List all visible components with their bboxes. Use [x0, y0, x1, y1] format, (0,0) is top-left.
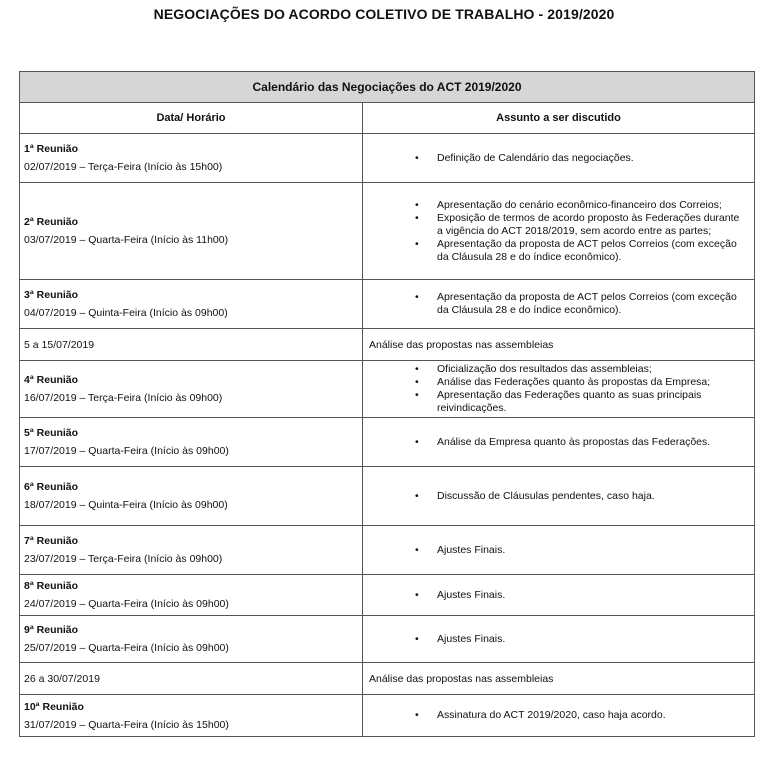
- meeting-datetime: 24/07/2019 – Quarta-Feira (Início às 09h00): [24, 598, 229, 610]
- page-title: NEGOCIAÇÕES DO ACORDO COLETIVO DE TRABALHO - 2019/2020: [153, 6, 615, 22]
- table-row: [20, 695, 755, 737]
- topic-item: • Ajustes Finais.: [421, 589, 748, 602]
- topic-item: • Oficialização dos resultados das assembleias;: [421, 363, 748, 376]
- topic-list: [369, 199, 748, 264]
- table-row: [20, 526, 755, 575]
- meeting-datetime: 17/07/2019 – Quarta-Feira (Início às 09h00): [24, 445, 229, 457]
- topic-item: • Definição de Calendário das negociações.: [421, 152, 748, 165]
- topic-list: [369, 709, 748, 722]
- topic-list: [369, 490, 748, 503]
- meeting-datetime: 26 a 30/07/2019: [24, 672, 100, 685]
- meeting-datetime: 25/07/2019 – Quarta-Feira (Início às 09h00): [24, 642, 229, 654]
- date-cell: [20, 695, 363, 737]
- subject-cell: [363, 526, 755, 575]
- subject-text: Análise das propostas nas assembleias: [369, 672, 554, 685]
- meeting-datetime: 5 a 15/07/2019: [24, 338, 95, 351]
- meeting-datetime: 31/07/2019 – Quarta-Feira (Início às 15h00): [24, 718, 229, 731]
- column-header-subject: Assunto a ser discutido: [363, 103, 755, 134]
- meeting-label: 8ª Reunião: [24, 580, 79, 592]
- subject-cell: [363, 616, 755, 663]
- date-cell: [20, 526, 363, 575]
- date-cell: [20, 280, 363, 329]
- date-cell: [20, 616, 363, 663]
- table-caption-row: [20, 72, 755, 103]
- date-cell: [20, 361, 363, 418]
- subject-cell: [363, 663, 755, 695]
- topic-item: • Exposição de termos de acordo proposto às Federações durante a vigência do ACT 2018/2019, sem acordo entre as partes;: [421, 212, 748, 238]
- table-caption: Calendário das Negociações do ACT 2019/2020: [20, 72, 755, 103]
- topic-list: [369, 436, 748, 449]
- date-cell: [20, 467, 363, 526]
- meeting-label: 9ª Reunião: [24, 624, 79, 636]
- topic-list: [369, 633, 748, 646]
- topic-item: • Análise das Federações quanto às propostas da Empresa;: [421, 376, 748, 389]
- topic-item: • Apresentação da proposta de ACT pelos Correios (com exceção da Cláusula 28 e do índice econômico).: [421, 291, 748, 317]
- meeting-label: 7ª Reunião: [24, 535, 79, 547]
- subject-cell: [363, 280, 755, 329]
- topic-item: • Assinatura do ACT 2019/2020, caso haja acordo.: [421, 709, 748, 722]
- date-cell: [20, 183, 363, 280]
- meeting-label: 3ª Reunião: [24, 289, 79, 301]
- subject-cell: [363, 418, 755, 467]
- topic-item: • Apresentação das Federações quanto as suas principais reivindicações.: [421, 389, 748, 415]
- subject-cell: [363, 575, 755, 616]
- meeting-label: 4ª Reunião: [24, 374, 79, 386]
- topic-item: • Apresentação do cenário econômico-financeiro dos Correios;: [421, 199, 748, 212]
- meeting-datetime: 02/07/2019 – Terça-Feira (Início às 15h00): [24, 161, 223, 173]
- subject-text: Análise das propostas nas assembleias: [369, 338, 554, 351]
- meeting-datetime: 03/07/2019 – Quarta-Feira (Início às 11h00): [24, 234, 229, 246]
- topic-item: • Análise da Empresa quanto às propostas das Federações.: [421, 436, 748, 449]
- table-row: [20, 361, 755, 418]
- meeting-label: 2ª Reunião: [24, 216, 79, 228]
- topic-list: [369, 152, 748, 165]
- topic-item: • Discussão de Cláusulas pendentes, caso haja.: [421, 490, 748, 503]
- date-cell: [20, 663, 363, 695]
- table-row: [20, 418, 755, 467]
- subject-cell: [363, 361, 755, 418]
- meeting-datetime: 04/07/2019 – Quinta-Feira (Início às 09h00): [24, 307, 228, 319]
- topic-item: • Apresentação da proposta de ACT pelos Correios (com exceção da Cláusula 28 e do índice econômico).: [421, 238, 748, 264]
- table-row: [20, 134, 755, 183]
- table-row: [20, 467, 755, 526]
- topic-list: [369, 544, 748, 557]
- topic-item: • Ajustes Finais.: [421, 633, 748, 646]
- subject-cell: [363, 329, 755, 361]
- subject-cell: [363, 467, 755, 526]
- date-cell: [20, 329, 363, 361]
- topic-list: [369, 363, 748, 415]
- subject-cell: [363, 134, 755, 183]
- table-row: [20, 616, 755, 663]
- column-header-date: Data/ Horário: [20, 103, 363, 134]
- table-row: [20, 280, 755, 329]
- meeting-datetime: 23/07/2019 – Terça-Feira (Início às 09h00): [24, 553, 223, 565]
- subject-cell: [363, 183, 755, 280]
- topic-item: • Ajustes Finais.: [421, 544, 748, 557]
- table-row: [20, 575, 755, 616]
- meeting-label: 6ª Reunião: [24, 481, 79, 493]
- meeting-label: 5ª Reunião: [24, 427, 79, 439]
- date-cell: [20, 134, 363, 183]
- date-cell: [20, 418, 363, 467]
- meeting-label: 1ª Reunião: [24, 143, 79, 155]
- table-row: [20, 663, 755, 695]
- date-cell: [20, 575, 363, 616]
- meeting-datetime: 16/07/2019 – Terça-Feira (Início às 09h00): [24, 392, 223, 404]
- table-row: [20, 183, 755, 280]
- table-header-row: [20, 103, 755, 134]
- negotiation-calendar-table: [19, 71, 755, 737]
- meeting-label: 10ª Reunião: [24, 700, 84, 713]
- subject-cell: [363, 695, 755, 737]
- table-row: [20, 329, 755, 361]
- meeting-datetime: 18/07/2019 – Quinta-Feira (Início às 09h00): [24, 499, 228, 511]
- topic-list: [369, 291, 748, 317]
- topic-list: [369, 589, 748, 602]
